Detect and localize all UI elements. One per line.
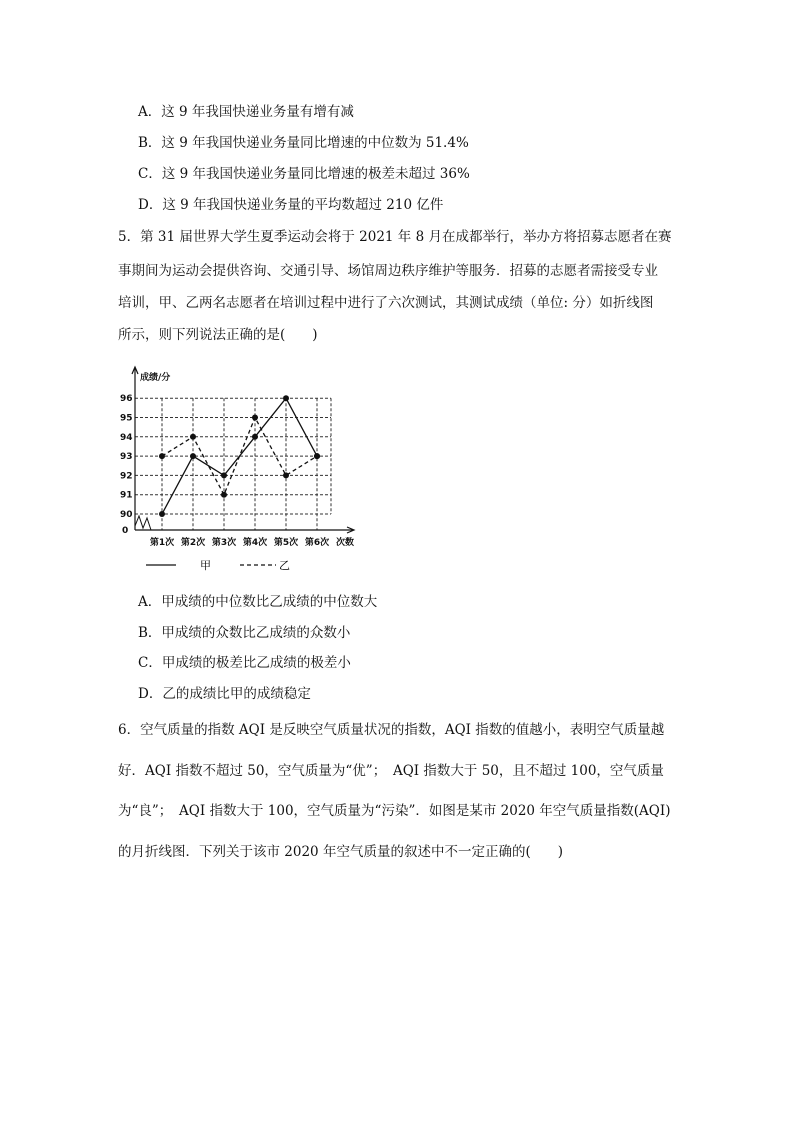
y-axis-label: 成绩/分 <box>140 373 171 383</box>
y-tick-label: 93 <box>120 452 133 463</box>
x-tick-label: 第5次 <box>273 538 299 548</box>
x-tick-label: 第2次 <box>180 538 206 548</box>
y-tick-label: 0 <box>122 526 129 536</box>
y-tick-label: 90 <box>120 510 133 520</box>
score-line-chart <box>118 364 368 574</box>
x-axis-label: 次数 <box>335 538 355 548</box>
q5-option-d: D．乙的成绩比甲的成绩稳定 <box>138 686 311 702</box>
q5-stem-line-4: 所示，则下列说法正确的是( ) <box>118 327 318 343</box>
x-tick-label: 第6次 <box>304 538 330 548</box>
data-point-series-1 <box>190 453 196 459</box>
q6-stem-line-3: 为“良”； AQI 指数大于 100，空气质量为“污染”．如图是某市 2020 年空气质量指数(AQI) <box>118 803 671 819</box>
data-point-series-2 <box>221 492 227 498</box>
y-tick-label: 95 <box>120 413 133 424</box>
q4-option-d: D．这 9 年我国快递业务量的平均数超过 210 亿件 <box>138 197 444 213</box>
axis-break-mark <box>135 516 151 530</box>
x-tick-label: 第4次 <box>242 538 268 548</box>
data-point-series-2 <box>159 453 165 459</box>
x-tick-label: 第1次 <box>149 538 175 548</box>
q6-stem-line-4: 的月折线图．下列关于该市 2020 年空气质量的叙述中不一定正确的( ) <box>118 844 563 860</box>
data-point-series-2 <box>252 415 258 421</box>
data-point-series-1 <box>252 434 258 440</box>
y-tick-label: 91 <box>120 490 133 501</box>
y-tick-label: 94 <box>120 432 133 443</box>
q4-option-a: A．这 9 年我国快递业务量有增有减 <box>138 104 354 120</box>
q5-stem-line-2: 事期间为运动会提供咨询、交通引导、场馆周边秩序维护等服务．招募的志愿者需接受专业 <box>118 263 658 279</box>
data-point-series-2 <box>283 472 289 478</box>
data-point-series-1 <box>159 511 165 517</box>
data-point-series-2 <box>314 453 320 459</box>
q6-stem-line-2: 好．AQI 指数不超过 50，空气质量为“优”； AQI 指数大于 50，且不超过 100，空气质量 <box>118 763 664 779</box>
x-tick-label: 第3次 <box>211 538 237 548</box>
q4-option-c: C．这 9 年我国快递业务量同比增速的极差未超过 36% <box>138 166 470 182</box>
data-point-series-1 <box>283 395 289 401</box>
q5-stem-line-3: 培训，甲、乙两名志愿者在培训过程中进行了六次测试，其测试成绩（单位: 分）如折线图 <box>118 295 654 311</box>
q4-option-b: B．这 9 年我国快递业务量同比增速的中位数为 51.4% <box>138 135 469 151</box>
y-tick-label: 92 <box>120 471 133 482</box>
q5-option-a: A．甲成绩的中位数比乙成绩的中位数大 <box>138 594 378 610</box>
legend-label-2: 乙 <box>279 559 290 572</box>
q5-option-c: C．甲成绩的极差比乙成绩的极差小 <box>138 655 351 671</box>
legend-label-1: 甲 <box>200 559 211 572</box>
data-point-series-2 <box>190 434 196 440</box>
data-point-series-1 <box>221 472 227 478</box>
q6-stem-line-1: 6．空气质量的指数 AQI 是反映空气质量状况的指数，AQI 指数的值越小，表明空气质量越 <box>118 722 665 738</box>
q5-stem-line-1: 5．第 31 届世界大学生夏季运动会将于 2021 年 8 月在成都举行，举办方将招募志愿者在赛 <box>118 229 672 245</box>
q5-option-b: B．甲成绩的众数比乙成绩的众数小 <box>138 625 351 641</box>
y-tick-label: 96 <box>120 394 133 405</box>
